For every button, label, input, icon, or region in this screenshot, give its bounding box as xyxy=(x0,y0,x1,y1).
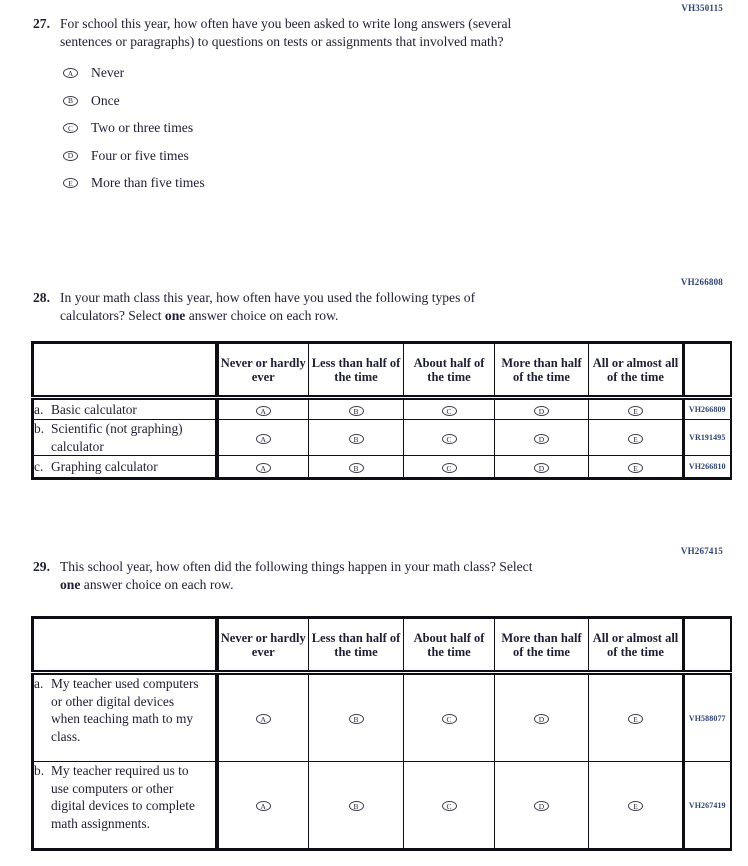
q27-option-label: Once xyxy=(91,92,120,108)
radio-bubble-a-icon[interactable]: A xyxy=(256,406,271,416)
radio-bubble-a-icon[interactable]: A xyxy=(63,68,78,78)
q27-option-label: More than five times xyxy=(91,175,205,190)
q29-text-line2: one answer choice on each row. xyxy=(60,576,234,592)
q29-header-all: All or almost all of the time xyxy=(589,618,684,673)
q29-row-teacher-required-devices xyxy=(33,762,731,850)
q29-header-never: Never or hardly ever xyxy=(217,618,309,673)
q27-option-label: Four or five times xyxy=(91,147,189,163)
q29-row-teacher-used-devices xyxy=(33,673,731,762)
q29-header-about-half: About half of the time xyxy=(404,618,495,673)
q28-row-code: VH266809 xyxy=(684,398,731,420)
q27-text xyxy=(60,15,660,50)
q29-text-line1: This school year, how often did the following things happen in your math class? Select xyxy=(60,559,533,574)
q28-row-code: VH266810 xyxy=(684,456,731,479)
radio-bubble-b-icon[interactable]: B xyxy=(349,714,364,724)
q27-text-line2: sentences or paragraphs) to questions on tests or assignments that involved math? xyxy=(60,33,504,49)
radio-bubble-e-icon[interactable]: E xyxy=(628,406,643,416)
q29-row-label: b. My teacher required us to use computers or other digital devices to complete math assignments. xyxy=(33,762,217,850)
q29-row-code: VH267419 xyxy=(684,762,731,850)
q28-header-row xyxy=(33,343,731,398)
q28-header-more-than-half: More than half of the time xyxy=(495,343,589,398)
q28-text-line1: In your math class this year, how often have you used the following types of xyxy=(60,290,476,305)
q27-option-two-or-three[interactable] xyxy=(63,121,205,135)
q28-row-graphing-calculator xyxy=(33,456,731,479)
radio-bubble-b-icon[interactable]: B xyxy=(349,463,364,473)
radio-bubble-e-icon[interactable]: E xyxy=(628,801,643,811)
q27-option-four-or-five[interactable] xyxy=(63,149,205,163)
q28-header-less-than-half: Less than half of the time xyxy=(309,343,404,398)
q28-header-never: Never or hardly ever xyxy=(217,343,309,398)
q29-header-code-blank xyxy=(684,618,731,673)
q29-row-label: a. My teacher used computers or other digital devices when teaching math to my class. xyxy=(33,673,217,762)
q28-text xyxy=(60,289,660,324)
question-27 xyxy=(33,15,660,50)
radio-bubble-c-icon[interactable]: C xyxy=(442,714,457,724)
q29-row-code: VH588077 xyxy=(684,673,731,762)
q29-accession-code: VH267415 xyxy=(680,546,723,556)
radio-bubble-c-icon[interactable]: C xyxy=(442,406,457,416)
q29-bold-one: one xyxy=(60,576,81,592)
radio-bubble-d-icon[interactable]: D xyxy=(534,801,549,811)
q28-row-label: a. Basic calculator xyxy=(33,398,217,420)
radio-bubble-e-icon[interactable]: E xyxy=(63,178,78,188)
q27-option-label: Two or three times xyxy=(91,120,194,135)
q27-option-never[interactable] xyxy=(63,66,205,80)
radio-bubble-a-icon[interactable]: A xyxy=(256,434,271,444)
radio-bubble-d-icon[interactable]: D xyxy=(63,151,78,161)
radio-bubble-a-icon[interactable]: A xyxy=(256,714,271,724)
q28-row-code: VR191495 xyxy=(684,420,731,456)
q27-options xyxy=(63,66,205,204)
q28-calculator-table xyxy=(31,341,732,480)
q28-accession-code: VH266808 xyxy=(680,277,723,287)
q27-option-once[interactable] xyxy=(63,94,205,108)
q27-option-label: Never xyxy=(91,65,125,80)
radio-bubble-e-icon[interactable]: E xyxy=(628,434,643,444)
q28-row-label: b. Scientific (not graphing) calculator xyxy=(33,420,217,456)
q29-class-activities-table xyxy=(31,616,732,851)
q29-header-less-than-half: Less than half of the time xyxy=(309,618,404,673)
radio-bubble-d-icon[interactable]: D xyxy=(534,463,549,473)
radio-bubble-b-icon[interactable]: B xyxy=(63,96,78,106)
radio-bubble-e-icon[interactable]: E xyxy=(628,714,643,724)
radio-bubble-e-icon[interactable]: E xyxy=(628,463,643,473)
radio-bubble-b-icon[interactable]: B xyxy=(349,801,364,811)
q28-bold-one: one xyxy=(164,307,186,323)
q28-header-about-half: About half of the time xyxy=(404,343,495,398)
radio-bubble-b-icon[interactable]: B xyxy=(349,406,364,416)
q28-text-line2: calculators? Select one answer choice on each row. xyxy=(60,307,339,323)
q28-row-basic-calculator xyxy=(33,398,731,420)
q29-header-row xyxy=(33,618,731,673)
radio-bubble-c-icon[interactable]: C xyxy=(442,801,457,811)
q27-text-line1: For school this year, how often have you been asked to write long answers (several xyxy=(60,16,512,31)
radio-bubble-d-icon[interactable]: D xyxy=(534,714,549,724)
radio-bubble-c-icon[interactable]: C xyxy=(442,434,457,444)
radio-bubble-d-icon[interactable]: D xyxy=(534,434,549,444)
q29-header-blank xyxy=(33,618,217,673)
radio-bubble-c-icon[interactable]: C xyxy=(63,123,78,133)
question-29 xyxy=(33,558,680,593)
q28-header-all: All or almost all of the time xyxy=(589,343,684,398)
q28-row-label: c. Graphing calculator xyxy=(33,456,217,479)
radio-bubble-c-icon[interactable]: C xyxy=(442,463,457,473)
q28-header-blank xyxy=(33,343,217,398)
q28-number: 28. xyxy=(33,290,50,305)
q27-number: 27. xyxy=(33,16,50,31)
q27-accession-code: VH350115 xyxy=(681,3,723,13)
q27-option-more-than-five[interactable] xyxy=(63,176,205,190)
radio-bubble-b-icon[interactable]: B xyxy=(349,434,364,444)
radio-bubble-a-icon[interactable]: A xyxy=(256,463,271,473)
radio-bubble-d-icon[interactable]: D xyxy=(534,406,549,416)
q29-text xyxy=(60,558,680,593)
question-28 xyxy=(33,289,660,324)
q29-header-more-than-half: More than half of the time xyxy=(495,618,589,673)
q28-row-scientific-calculator xyxy=(33,420,731,456)
q29-number: 29. xyxy=(33,559,50,574)
q28-header-code-blank xyxy=(684,343,731,398)
radio-bubble-a-icon[interactable]: A xyxy=(256,801,271,811)
